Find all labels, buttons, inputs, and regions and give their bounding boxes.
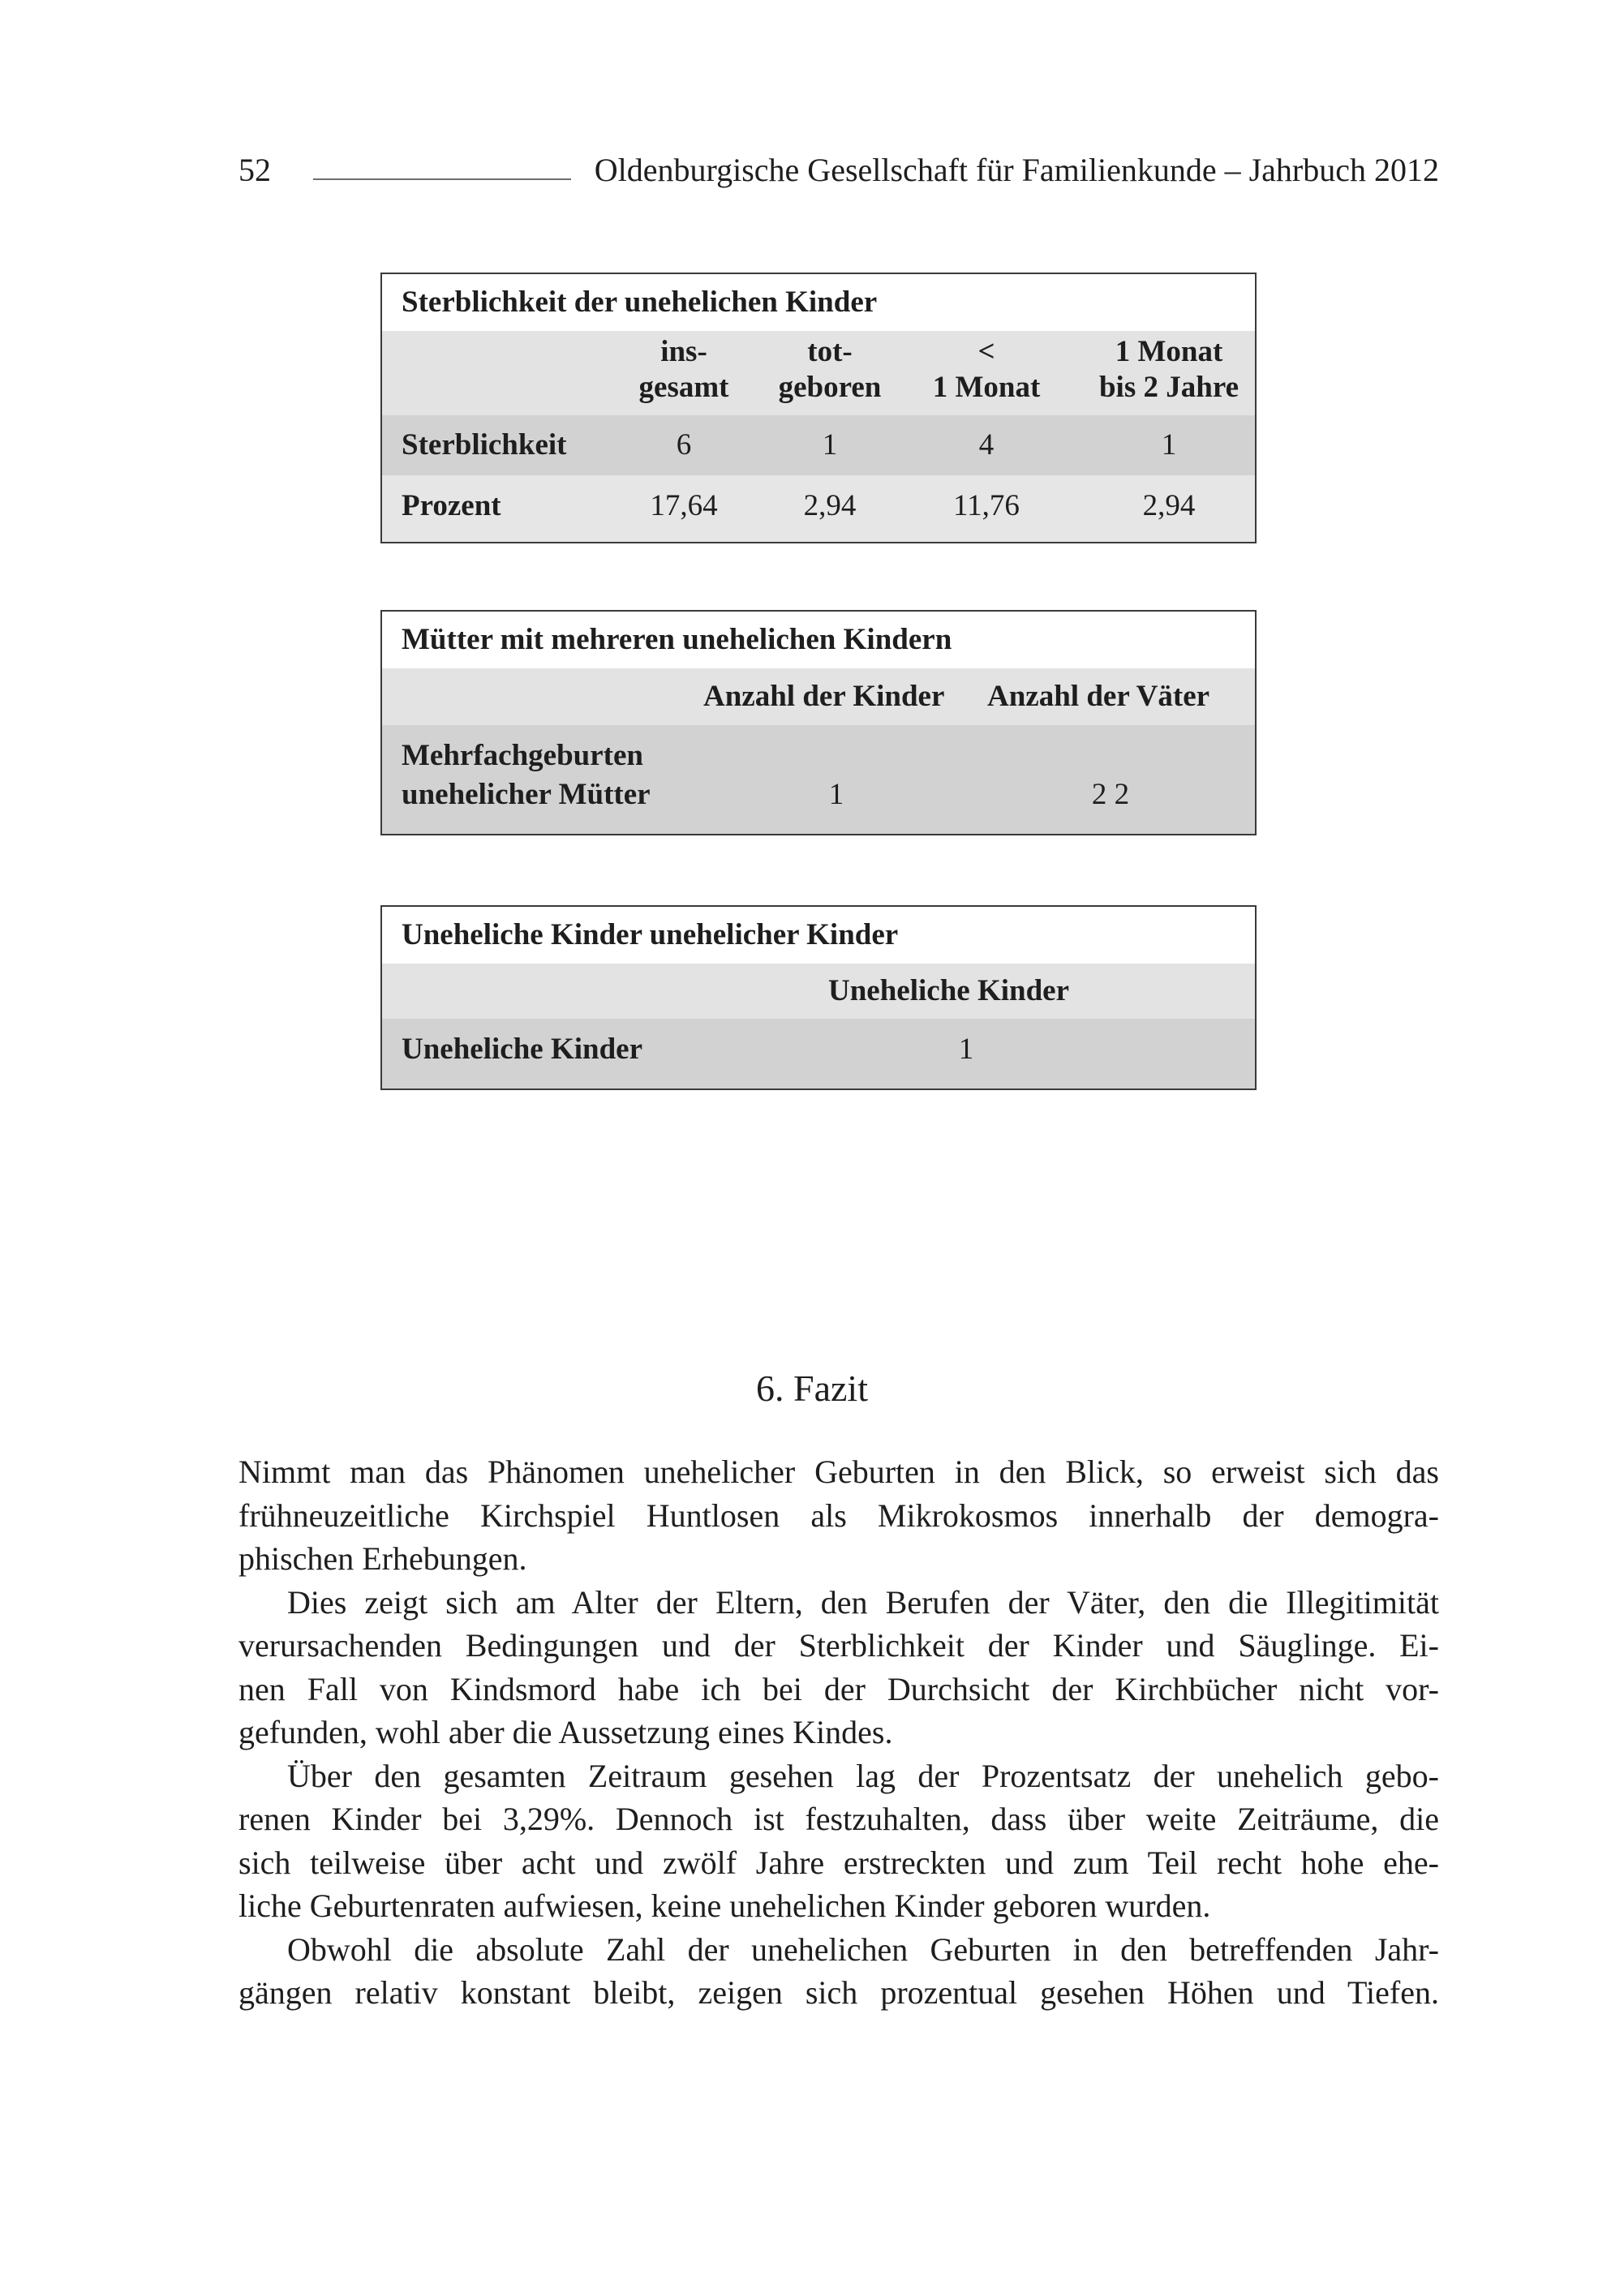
column-header: Anzahl der Kinder <box>703 680 945 713</box>
row-label: Uneheliche Kinder <box>402 1033 643 1066</box>
table-row <box>382 725 1255 834</box>
column-header: Anzahl der Väter <box>987 680 1210 713</box>
paragraph: Nimmt man das Phänomen unehelicher Geburten in den Blick, so erweist sich das frühneuzeitliche Kirchspiel Huntlosen als Mikrokosmos innerhalb der demogra- phischen Erhebungen. <box>238 1454 1439 1577</box>
table-cell: 6 <box>676 428 692 462</box>
table-row <box>382 475 1255 542</box>
section-heading: 6. Fazit <box>756 1368 868 1409</box>
table-cell: 1 <box>958 1033 974 1066</box>
table-cell: 11,76 <box>953 489 1020 522</box>
table-caption: Uneheliche Kinder unehelicher Kinder <box>382 907 1255 964</box>
table-cell: 4 <box>978 428 995 462</box>
table-cell: 1 <box>822 428 838 462</box>
mortality-table <box>380 273 1257 543</box>
table-cell: 17,64 <box>650 489 718 522</box>
column-header: Uneheliche Kinder <box>828 974 1070 1007</box>
row-label: Mehrfachgeburten unehelicher Mütter <box>402 739 651 811</box>
table-header-row <box>382 964 1255 1019</box>
running-title: Oldenburgische Gesellschaft für Familienkunde – Jahrbuch 2012 <box>594 152 1439 188</box>
paragraph: Über den gesamten Zeitraum gesehen lag der Prozentsatz der unehelich gebo- renen Kinder bei 3,29%. Dennoch ist festzuhalten, dass über weite Zeiträume, die sich teilweise über acht und zwölf Jahre erstreckten und zum Teil recht hohe ehe- liche Geburtenraten aufwiesen, keine unehelichen Kinder geboren wurden. <box>238 1757 1439 1924</box>
row-label: Prozent <box>402 489 501 522</box>
column-header: < 1 Monat <box>932 335 1041 404</box>
column-header: 1 Monat bis 2 Jahre <box>1098 335 1239 404</box>
header-rule <box>313 178 571 180</box>
mothers-multiple-children-table <box>380 610 1257 835</box>
table-cell: 2,94 <box>803 489 857 522</box>
body-text <box>238 1450 1439 2015</box>
table-header-row <box>382 331 1255 415</box>
row-label: Sterblichkeit <box>402 428 567 462</box>
table-caption: Mütter mit mehreren unehelichen Kindern <box>382 612 1255 668</box>
page-number: 52 <box>238 152 271 188</box>
column-header: tot- geboren <box>778 335 882 404</box>
paragraph: Obwohl die absolute Zahl der unehelichen Geburten in den betreffenden Jahr- gängen relativ konstant bleibt, zeigen sich prozentual gesehen Höhen und Tiefen. <box>238 1930 1439 2011</box>
table-cell: 1 <box>828 778 844 811</box>
paragraph: Dies zeigt sich am Alter der Eltern, den Berufen der Väter, den die Illegitimität verursachenden Bedingungen und der Sterblichkeit der Kinder und Säuglinge. Ei- nen Fall von Kindsmord habe ich bei der Durchsicht der Kirchbücher nicht vor- gefunden, wohl aber die Aussetzung eines Kindes. <box>238 1583 1439 1750</box>
running-header <box>238 146 1439 195</box>
illegitimate-children-table <box>380 905 1257 1090</box>
table-cell: 2,94 <box>1142 489 1196 522</box>
table-cell: 1 <box>1161 428 1177 462</box>
table-header-row <box>382 668 1255 725</box>
column-header: ins- gesamt <box>638 335 729 404</box>
table-caption: Sterblichkeit der unehelichen Kinder <box>382 274 1255 331</box>
table-row <box>382 1019 1255 1089</box>
table-row <box>382 415 1255 475</box>
table-cell: 2 2 <box>1091 778 1130 811</box>
